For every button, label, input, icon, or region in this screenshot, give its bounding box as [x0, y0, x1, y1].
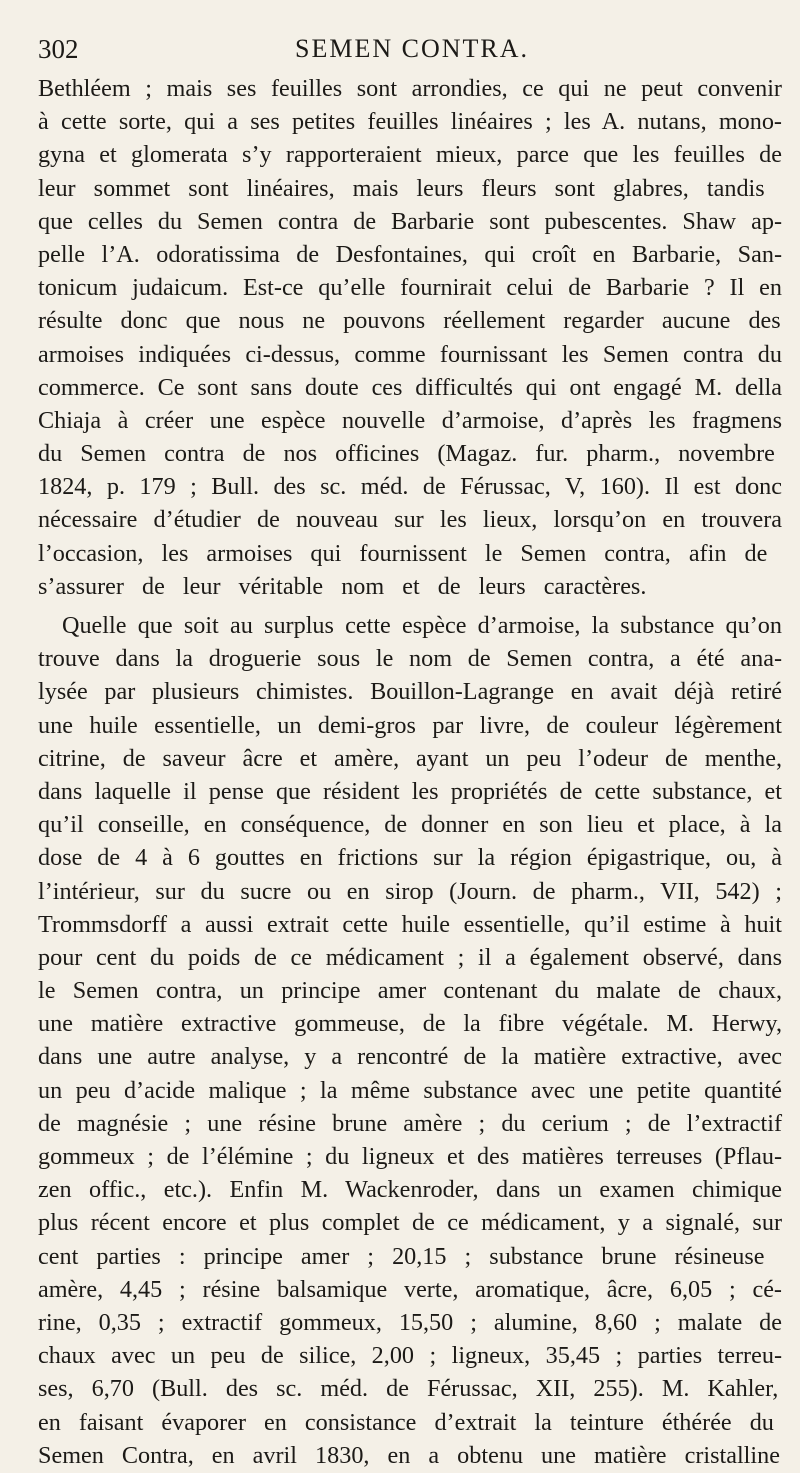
running-title: SEMEN CONTRA.	[294, 34, 529, 63]
text-line: que celles du Semen contra de Barbarie sont pubescentes. Shaw ap-	[38, 207, 782, 235]
text-line: une huile essentielle, un demi-gros par livre, de couleur légèrement	[38, 711, 782, 739]
text-line: pelle l’A. odoratissima de Desfontaines, qui croît en Barbarie, San-	[38, 240, 782, 268]
text-line: un peu d’acide malique ; la même substance avec une petite quantité	[38, 1076, 782, 1104]
paragraph-1	[38, 72, 782, 603]
text-line: à cette sorte, qui a ses petites feuilles linéaires ; les A. nutans, mono-	[38, 108, 782, 136]
text-line: cent parties : principe amer ; 20,15 ; substance brune résineuse	[38, 1242, 765, 1270]
text-line: pour cent du poids de ce médicament ; il a également observé, dans	[38, 943, 782, 971]
text-line: l’occasion, les armoises qui fournissent le Semen contra, afin de	[38, 539, 768, 567]
text-line: 1824, p. 179 ; Bull. des sc. méd. de Férussac, V, 160). Il est donc	[38, 473, 782, 501]
text-line: dans une autre analyse, y a rencontré de la matière extractive, avec	[38, 1043, 782, 1071]
text-line: zen offic., etc.). Enfin M. Wackenroder, dans un examen chimique	[38, 1176, 782, 1204]
text-line: citrine, de saveur âcre et amère, ayant un peu l’odeur de menthe,	[38, 744, 782, 772]
text-line: qu’il conseille, en conséquence, de donner en son lieu et place, à la	[38, 811, 782, 839]
text-line: Quelle que soit au surplus cette espèce d’armoise, la substance qu’on	[62, 612, 782, 639]
text-line: résulte donc que nous ne pouvons réellement regarder aucune des	[38, 307, 781, 335]
text-line: Semen Contra, en avril 1830, en a obtenu une matière cristalline	[38, 1441, 780, 1469]
text-line: tonicum judaicum. Est-ce qu’elle fournirait celui de Barbarie ? Il en	[38, 274, 782, 302]
text-line: trouve dans la droguerie sous le nom de Semen contra, a été ana-	[38, 645, 782, 673]
body-text	[38, 72, 782, 1472]
text-line: armoises indiquées ci-dessus, comme fournissant les Semen contra du	[38, 340, 782, 368]
text-line: chaux avec un peu de silice, 2,00 ; ligneux, 35,45 ; parties terreu-	[38, 1342, 782, 1370]
page-header	[38, 30, 786, 70]
text-line: rine, 0,35 ; extractif gommeux, 15,50 ; alumine, 8,60 ; malate de	[38, 1308, 782, 1336]
text-line: dose de 4 à 6 gouttes en frictions sur la région épigastrique, ou, à	[38, 844, 782, 872]
text-line: Bethléem ; mais ses feuilles sont arrondies, ce qui ne peut convenir	[38, 75, 782, 102]
page-number: 302	[38, 34, 79, 64]
text-line: en faisant évaporer en consistance d’extrait la teinture éthérée du	[38, 1408, 774, 1436]
text-line: du Semen contra de nos officines (Magaz. fur. pharm., novembre	[38, 440, 775, 468]
text-line: plus récent encore et plus complet de ce médicament, y a signalé, sur	[38, 1209, 782, 1237]
text-line: gommeux ; de l’élémine ; du ligneux et des matières terreuses (Pflau-	[38, 1143, 782, 1170]
text-line: une matière extractive gommeuse, de la fibre végétale. M. Herwy,	[38, 1010, 782, 1038]
paragraph-2	[38, 609, 782, 1472]
text-line: Trommsdorff a aussi extrait cette huile essentielle, qu’il estime à huit	[38, 910, 782, 938]
text-line: s’assurer de leur véritable nom et de leurs caractères.	[38, 572, 647, 600]
text-line: amère, 4,45 ; résine balsamique verte, aromatique, âcre, 6,05 ; cé-	[38, 1275, 782, 1303]
text-line: nécessaire d’étudier de nouveau sur les lieux, lorsqu’on en trouvera	[38, 506, 782, 534]
text-line: commerce. Ce sont sans doute ces difficultés qui ont engagé M. della	[38, 373, 782, 401]
text-line: le Semen contra, un principe amer contenant du malate de chaux,	[38, 977, 782, 1005]
text-line: l’intérieur, sur du sucre ou en sirop (Journ. de pharm., VII, 542) ;	[38, 877, 782, 905]
text-line: leur sommet sont linéaires, mais leurs fleurs sont glabres, tandis	[38, 174, 765, 202]
text-line: Chiaja à créer une espèce nouvelle d’armoise, d’après les fragmens	[38, 406, 782, 434]
text-line: dans laquelle il pense que résident les propriétés de cette substance, et	[38, 777, 782, 805]
text-line: de magnésie ; une résine brune amère ; du cerium ; de l’extractif	[38, 1109, 782, 1137]
text-line: ses, 6,70 (Bull. des sc. méd. de Férussac, XII, 255). M. Kahler,	[38, 1375, 779, 1403]
text-line: gyna et glomerata s’y rapporteraient mieux, parce que les feuilles de	[38, 141, 782, 169]
text-line: lysée par plusieurs chimistes. Bouillon-Lagrange en avait déjà retiré	[38, 678, 782, 706]
